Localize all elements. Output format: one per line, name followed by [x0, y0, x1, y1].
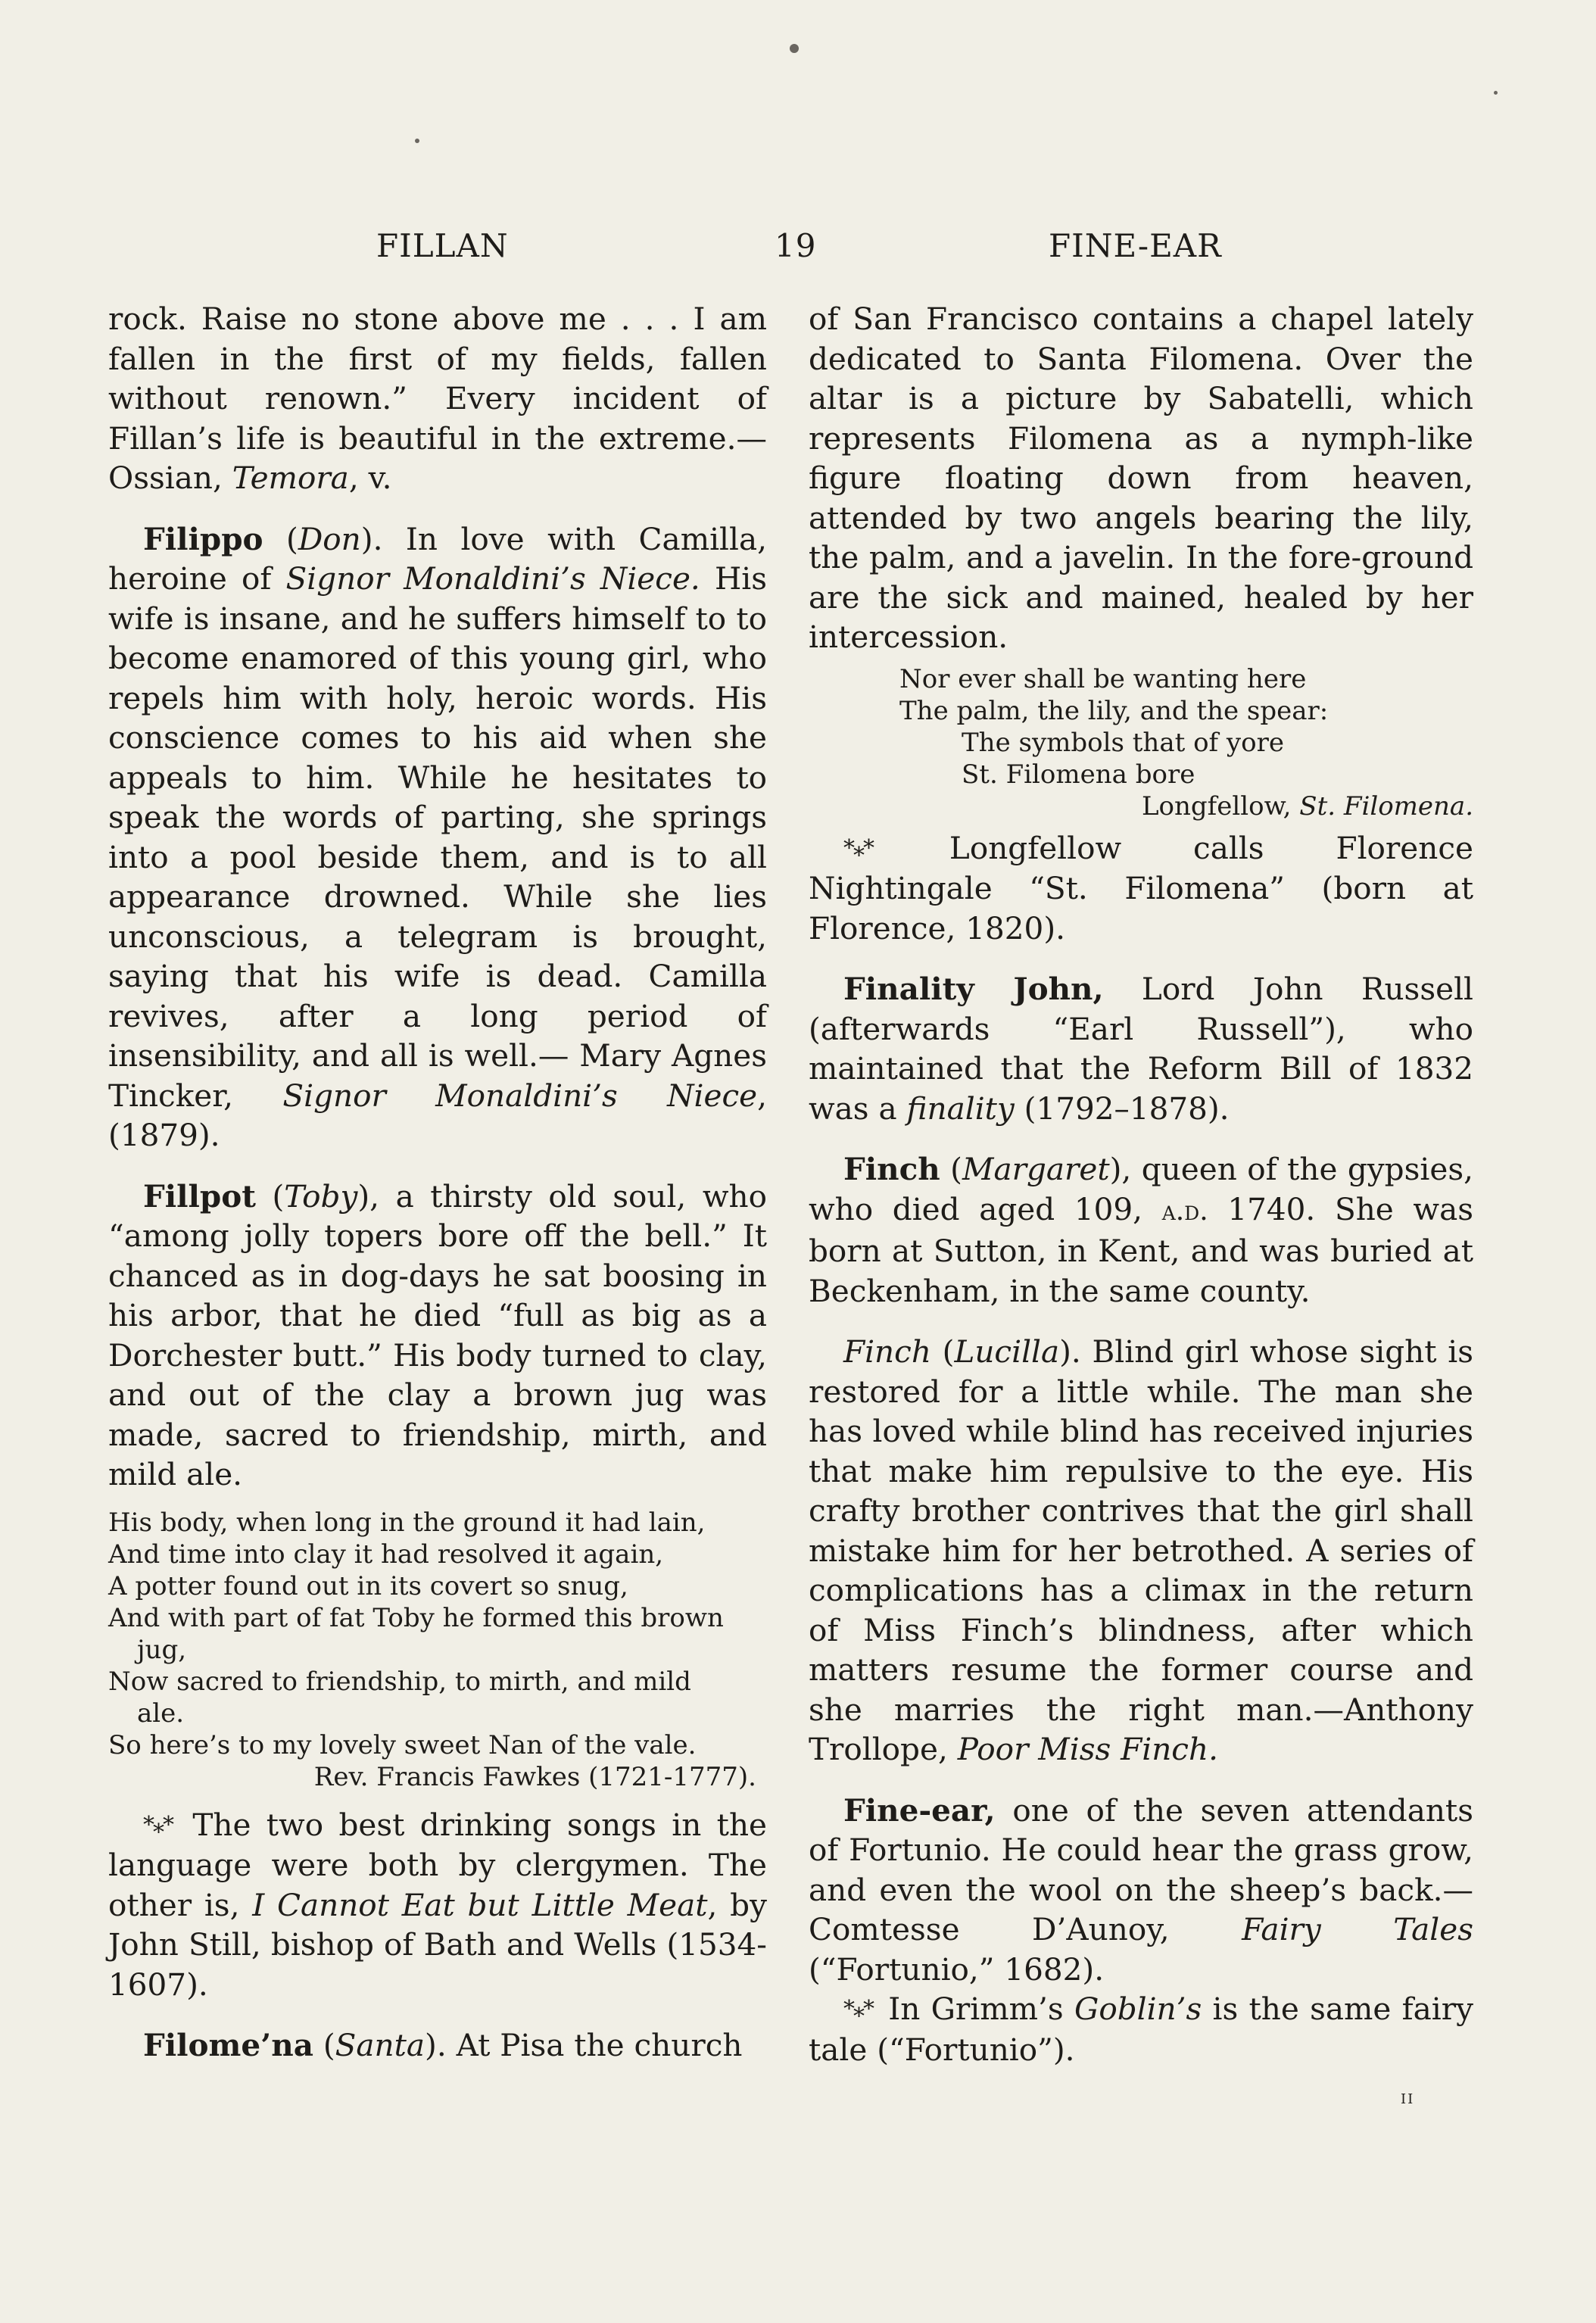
poem-line: jug,: [137, 1634, 187, 1665]
poem-attribution: Longfellow, St. Filomena.: [1141, 790, 1473, 822]
grimm-note: *⁎* In Grimm’s Goblin’s is the same fairy tale (“Fortunio”).: [809, 1991, 1473, 2068]
ink-speck: [415, 139, 419, 143]
ink-speck: [790, 44, 799, 53]
headword: Finch: [843, 1151, 940, 1187]
poem-attribution: Rev. Francis Fawkes (1721-1777).: [313, 1761, 756, 1792]
signature-mark: ii: [1401, 2086, 1415, 2109]
filippo-entry: Filippo (Don). In love with Camilla, heroine of Signor Monaldini’s Niece. His wife is insane, and he suffers himself to to become enamored of this young girl, who repels him with holy, heroic words. His conscience comes to his aid when she appeals to him. While he hesitates to speak the words of parting, she springs into a pool beside them, and is to all appearance drowned. While she lies unconscious, a telegram is brought, saying that his wife is dead. Camilla revives, after a long period of insensibility, and all is well.— Mary Agnes Tincker, Signor Monaldini’s Niece, (1879).: [108, 520, 768, 1153]
nightingale-note: *⁎* Longfellow calls Florence Nightingale “St. Filomena” (born at Florence, 1820).: [809, 829, 1473, 946]
poem-line: Now sacred to friendship, to mirth, and mild: [108, 1666, 691, 1697]
poem-line: So here’s to my lovely sweet Nan of the vale.: [108, 1729, 697, 1760]
finality-john-entry: Finality John, Lord John Russell (afterwards “Earl Russell”), who maintained that the Reform Bill of 1832 was a finality (1792–1878).: [809, 971, 1473, 1127]
finch-lucilla-entry: Finch (Lucilla). Blind girl whose sight is restored for a little while. The man she has loved while blind has received injuries that make him repulsive to the eye. His crafty brother contrives that the girl shall mistake him for her betrothed. A series of complications has a climax in the return of Miss Finch’s blindness, after which matters resume the former course and she marries the right man.—Anthony Trollope, Poor Miss Finch.: [809, 1333, 1473, 1767]
headword: Finality John,: [843, 971, 1104, 1007]
poem-line: The symbols that of yore: [962, 727, 1284, 758]
fillpot-poem: [108, 1507, 767, 1793]
page-number: 19: [775, 227, 817, 264]
poem-line: Nor ever shall be wanting here: [899, 663, 1307, 694]
filomena-entry-continued: of San Francisco contains a chapel lately dedicated to Santa Filomena. Over the altar is a picture by Sabatelli, which represents Filomena as a nymph-like figure floating down from heaven, attended by two angels bearing the lily, the palm, and a javelin. In the fore-ground are the sick and mained, healed by her intercession.: [809, 301, 1473, 655]
fine-ear-entry: Fine-ear, one of the seven attendants of Fortunio. He could hear the grass grow, and even the wool on the sheep’s back.—Comtesse D’Aunoy, Fairy Tales (“Fortunio,” 1682).: [809, 1791, 1473, 1988]
poem-line: And time into clay it had resolved it again,: [108, 1539, 664, 1570]
fillan-entry-continued: rock. Raise no stone above me . . . I am fallen in the first of my fields, fallen without renown.” Every incident of Fillan’s life is beautiful in the extreme.—Ossian, Temora, v.: [108, 301, 767, 496]
filomena-poem: [899, 663, 1473, 822]
poem-line: A potter found out in its covert so snug,: [108, 1570, 628, 1601]
headword: Filippo: [143, 520, 263, 557]
left-column: [108, 299, 767, 2066]
poem-line: And with part of fat Toby he formed this brown: [108, 1602, 724, 1633]
drinking-songs-note: *⁎* The two best drinking songs in the language were both by clergymen. The other is, I Cannot Eat but Little Meat, by John Still, bishop of Bath and Wells (1534-1607).: [108, 1806, 767, 2003]
right-column: [809, 299, 1473, 2069]
running-header: [0, 227, 1596, 273]
headword: Filome’na: [143, 2027, 313, 2063]
headword: Finch: [843, 1333, 931, 1370]
poem-line: His body, when long in the ground it had lain,: [108, 1507, 706, 1538]
header-left-word: FILLAN: [376, 227, 509, 264]
headword: Fillpot: [143, 1177, 256, 1215]
poem-line: ale.: [137, 1698, 185, 1729]
filomena-entry: Filome’na (Santa). At Pisa the church: [143, 2027, 743, 2063]
headword: Fine-ear,: [843, 1791, 996, 1829]
ink-speck: [1494, 91, 1498, 95]
finch-margaret-entry: Finch (Margaret), queen of the gypsies, who died aged 109, a.d. 1740. She was born at Sutton, in Kent, and was buried at Beckenham, in the same county.: [809, 1151, 1473, 1309]
fillpot-entry: Fillpot (Toby), a thirsty old soul, who “among jolly topers bore off the bell.” It chanced as in dog-days he sat boosing in his arbor, that he died “full as big as a Dorchester butt.” His body turned to clay, and out of the clay a brown jug was made, sacred to friendship, mirth, and mild ale.: [108, 1177, 767, 1492]
header-right-word: FINE-EAR: [1049, 227, 1222, 264]
poem-line: St. Filomena bore: [962, 759, 1195, 790]
poem-line: The palm, the lily, and the spear:: [899, 695, 1329, 726]
